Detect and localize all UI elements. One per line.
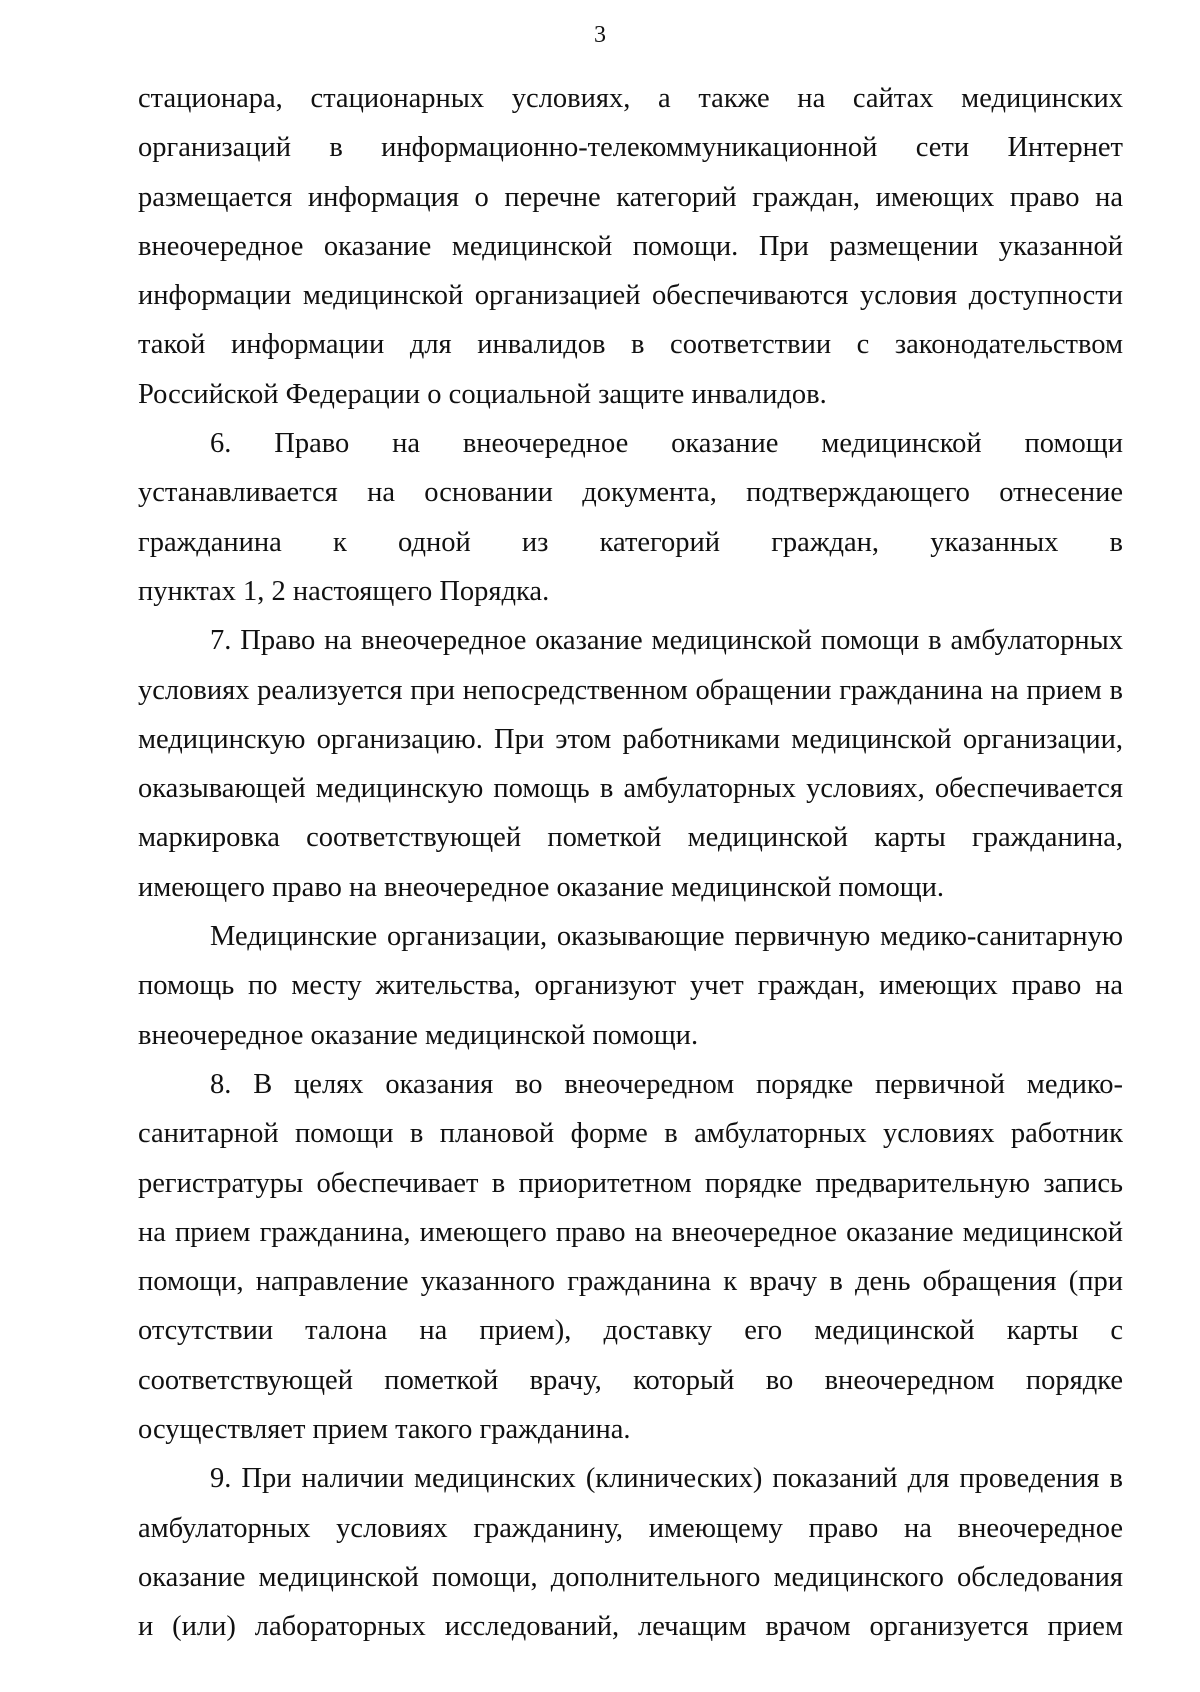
document-body — [138, 74, 1123, 1652]
text-line: 6. Право на внеочередное оказание медицинской помощи — [210, 428, 1123, 460]
text-line: 7. Право на внеочередное оказание медицинской помощи в амбулаторных — [210, 625, 1123, 657]
text-line: внеочередное оказание медицинской помощи. — [138, 1019, 699, 1051]
text-line: стационара, стационарных условиях, а также на сайтах медицинских — [138, 83, 1123, 114]
text-line: организаций в информационно-телекоммуникационной сети Интернет — [138, 132, 1123, 164]
text-line: соответствующей пометкой врачу, который во внеочередном порядке — [138, 1364, 1123, 1396]
text-line: отсутствии талона на прием), доставку его медицинской карты с — [138, 1315, 1123, 1347]
paragraph — [138, 1060, 1123, 1454]
text-line: санитарной помощи в плановой форме в амбулаторных условиях работник — [138, 1118, 1123, 1150]
text-line: амбулаторных условиях гражданину, имеющему право на внеочередное — [138, 1512, 1123, 1544]
text-line: пунктах 1, 2 настоящего Порядка. — [138, 575, 550, 607]
text-line: регистратуры обеспечивает в приоритетном порядке предварительную запись — [138, 1167, 1123, 1199]
text-line: на прием гражданина, имеющего право на внеочередное оказание медицинской — [138, 1216, 1123, 1248]
text-line: помощь по месту жительства, организуют учет граждан, имеющих право на — [138, 970, 1123, 1002]
paragraph — [138, 74, 1123, 419]
text-line: Медицинские организации, оказывающие первичную медико-санитарную — [210, 921, 1123, 953]
text-line: медицинскую организацию. При этом работниками медицинской организации, — [138, 723, 1123, 755]
text-line: устанавливается на основании документа, подтверждающего отнесение — [138, 477, 1123, 509]
paragraph — [138, 616, 1123, 912]
text-line: внеочередное оказание медицинской помощи. При размещении указанной — [138, 230, 1123, 262]
text-line: 8. В целях оказания во внеочередном порядке первичной медико- — [210, 1068, 1123, 1100]
paragraph — [138, 912, 1123, 1060]
text-line: размещается информация о перечне категорий граждан, имеющих право на — [138, 181, 1123, 213]
text-line: Российской Федерации о социальной защите инвалидов. — [138, 378, 827, 410]
text-line: оказывающей медицинскую помощь в амбулаторных условиях, обеспечивается — [138, 773, 1123, 805]
paragraph — [138, 1454, 1123, 1651]
text-line: условиях реализуется при непосредственном обращении гражданина на прием в — [138, 674, 1123, 706]
text-line: маркировка соответствующей пометкой медицинской карты гражданина, — [138, 822, 1123, 854]
text-line: оказание медицинской помощи, дополнительного медицинского обследования — [138, 1561, 1123, 1593]
page-number: 3 — [594, 22, 606, 48]
text-line: и (или) лабораторных исследований, лечащим врачом организуется прием — [138, 1611, 1123, 1643]
text-line: 9. При наличии медицинских (клинических) показаний для проведения в — [210, 1463, 1123, 1495]
paragraph — [138, 419, 1123, 616]
text-line: осуществляет прием такого гражданина. — [138, 1414, 631, 1446]
text-line: помощи, направление указанного гражданина к врачу в день обращения (при — [138, 1266, 1123, 1298]
text-line: такой информации для инвалидов в соответствии с законодательством — [138, 329, 1123, 361]
text-line: гражданина к одной из категорий граждан, указанных в — [138, 526, 1123, 558]
text-line: информации медицинской организацией обеспечиваются условия доступности — [138, 280, 1123, 312]
text-line: имеющего право на внеочередное оказание медицинской помощи. — [138, 871, 945, 903]
